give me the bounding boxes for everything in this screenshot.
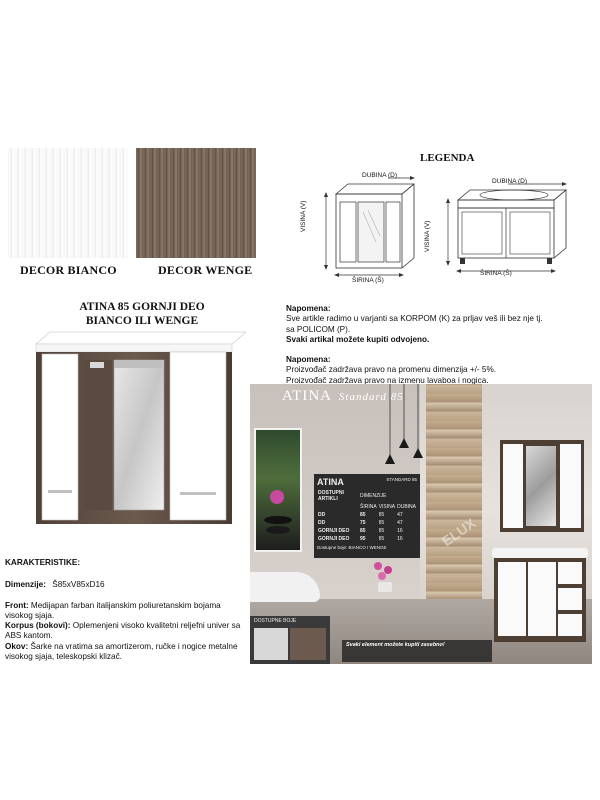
table-header-articles: DOSTUPNI ARTIKLI [318,490,344,502]
photo-color-swatch-bianco [254,628,288,660]
photo-colors-label: DOSTUPNE BOJE [254,618,297,624]
note1-line2: sa POLICOM (P). [286,324,351,334]
photo-colors-strip [250,616,330,664]
lower-height-label: VISINA (V) [424,220,431,252]
table-cell-width: 85 [360,512,366,518]
table-subtitle: STANDARD 85 [386,477,417,482]
table-cell-name: GORNJI DEO [318,536,350,542]
table-row [317,527,417,535]
photo-bottom-note [342,640,492,662]
product-title [42,301,242,329]
table-cell-depth: 16 [397,528,403,534]
legend-title: LEGENDA [420,152,475,164]
table-row [317,511,417,519]
specs-heading: KARAKTERISTIKE: [5,558,81,567]
table-header-width: ŠIRINA [360,504,377,510]
table-cell-name: DD [318,520,326,526]
table-title: ATINA [317,477,344,487]
front-row [5,601,250,622]
table-row [317,535,417,543]
photo-orchid [370,562,400,592]
okov-row [5,642,250,663]
table-cell-width: 85 [360,528,366,534]
note1-heading: Napomena: [286,304,331,313]
table-header-dimensions: DIMENZIJE [360,493,387,499]
table-cell-depth: 47 [397,512,403,518]
table-cell-depth: 47 [397,520,403,526]
upper-width-label: ŠIRINA (Š) [352,277,384,284]
photo-pendant-lamps [380,384,430,484]
table-header-height: VISINA [378,504,396,510]
product-title-line2: BIANCO ILI WENGE [85,314,199,327]
lower-depth-label: DUBINA (D) [492,178,528,185]
photo-bottom-note-text: Svaki element možete kupiti zasebno! [346,642,445,648]
dimensions-row [5,580,250,590]
note2-heading: Napomena: [286,355,331,364]
table-cell-height: 85 [378,536,385,542]
note2-line2: Proizvođač zadržava pravo na izmenu lavaboa i nogica. [286,375,489,385]
lower-cabinet-diagram [438,178,568,278]
atina-cabinet-image [34,330,246,530]
table-cell-width: 95 [360,536,366,542]
decor-wenge-label: DECOR WENGE [158,263,253,277]
table-footer: Dostupne boje: BIANCO I WENGE [317,545,387,550]
front-text: Medijapan farban italijanskim poliuretanskim bojama visokog sjaja. [5,600,221,620]
photo-brand-series: Standard 85 [338,391,404,403]
table-row [317,519,417,527]
photo-watermark: ELUX [438,514,479,550]
korpus-text: Oplemenjeni visoko kvalitetni reljefni univer sa ABS kantom. [5,621,241,641]
table-cell-height: 85 [378,520,385,526]
table-cell-height: 85 [378,528,385,534]
photo-wall-art [254,428,302,552]
photo-bathtub [250,572,320,602]
decor-bianco-swatch [8,148,128,258]
dimensions-value: Š85xV85xD16 [52,580,105,590]
note1-bold: Svaki artikal možete kupiti odvojeno. [286,334,430,344]
dimensions-label: Dimenzije: [5,580,46,590]
product-photo [250,384,592,664]
table-cell-name: DD [318,512,326,518]
lower-width-label: ŠIRINA (Š) [480,270,512,277]
upper-cabinet-diagram [318,172,428,282]
characteristics-block [5,558,250,662]
note1-line1: Sve artikle radimo u varjanti sa KORPOM (K) za prljav veš ili bez nje tj. [286,314,543,324]
table-cell-height: 85 [378,512,385,518]
upper-height-label: VISINA (V) [300,200,307,232]
photo-vanity [494,554,586,642]
notes-block [286,304,586,386]
front-label: Front: [5,600,29,610]
table-header-depth: DUBINA [397,504,416,510]
photo-mirror-cabinet [500,440,584,532]
photo-info-table [314,474,420,558]
photo-brand-name: ATINA [282,388,332,404]
table-cell-depth: 16 [397,536,403,542]
decor-wenge-swatch [136,148,256,258]
korpus-row [5,621,250,642]
okov-text: Šarke na vratima sa amortizerom, ručke i nogice metalne visokog sjaja, teleskopski klizač. [5,641,238,661]
korpus-label: Korpus (bokovi): [5,621,71,630]
photo-color-swatch-wenge [290,628,326,660]
note2-line1: Proizvođač zadržava pravo na promenu dimenzija +/- 5%. [286,365,497,375]
table-cell-width: 75 [360,520,366,526]
decor-bianco-label: DECOR BIANCO [20,263,117,277]
upper-depth-label: DUBINA (D) [362,172,398,179]
okov-label: Okov: [5,641,29,651]
table-cell-name: GORNJI DEO [318,528,350,534]
product-title-line1: ATINA 85 GORNJI DEO [79,301,205,313]
